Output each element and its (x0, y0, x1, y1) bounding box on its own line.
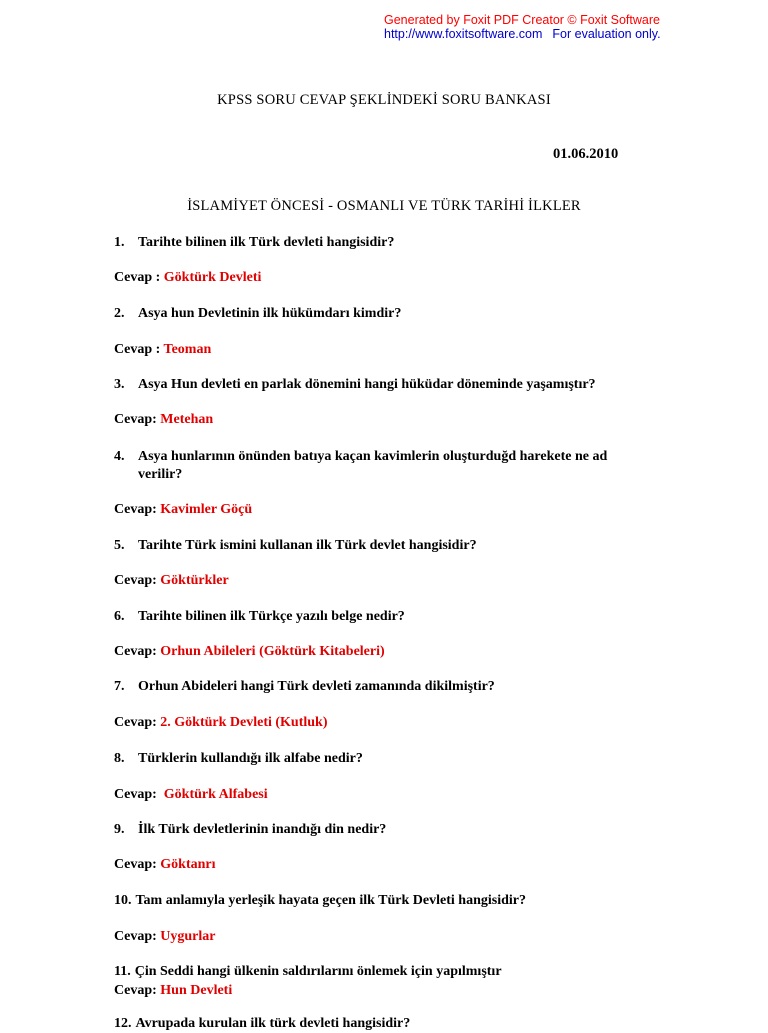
question-text: Tarihte bilinen ilk Türkçe yazılı belge nedir? (138, 609, 405, 624)
answer-4 (114, 501, 674, 519)
question-10 (114, 892, 674, 910)
answer-text: 2. Göktürk Devleti (Kutluk) (160, 715, 328, 730)
question-number: 8. (114, 751, 125, 766)
question-text: Tam anlamıyla yerleşik hayata geçen ilk Türk Devleti hangisidir? (135, 893, 526, 908)
answer-8 (114, 786, 674, 804)
document-date: 01.06.2010 (553, 146, 619, 162)
question-text: Çin Seddi hangi ülkenin saldırılarını önlemek için yapılmıştır (134, 964, 502, 979)
answer-label: Cevap: (114, 857, 161, 872)
question-5 (114, 537, 674, 555)
answer-text: Uygurlar (160, 929, 216, 944)
answer-text: Orhun Abileleri (Göktürk Kitabeleri) (160, 644, 385, 659)
answer-3 (114, 411, 674, 429)
question-text: İlk Türk devletlerinin inandığı din nedir? (138, 822, 387, 837)
question-number: 10. (114, 893, 132, 908)
question-text: Asya hun Devletinin ilk hükümdarı kimdir? (138, 306, 402, 321)
question-number: 5. (114, 538, 125, 553)
question-8 (114, 750, 674, 768)
question-11 (114, 963, 674, 981)
answer-2 (114, 341, 674, 359)
answer-text: Metehan (160, 412, 214, 427)
answer-7 (114, 714, 674, 732)
answer-text: Göktanrı (160, 857, 216, 872)
question-number: 4. (114, 449, 125, 464)
question-3 (114, 376, 674, 394)
question-number: 1. (114, 235, 125, 250)
question-text: Tarihte bilinen ilk Türk devleti hangisidir? (138, 235, 395, 250)
answer-text: Göktürk Alfabesi (160, 787, 268, 802)
question-12 (114, 1015, 674, 1033)
watermark-url-link[interactable]: http://www.foxitsoftware.com (384, 27, 543, 41)
question-number: 9. (114, 822, 125, 837)
foxit-watermark (384, 13, 661, 41)
question-7 (114, 678, 674, 696)
answer-label: Cevap: (114, 715, 161, 730)
question-number: 7. (114, 679, 125, 694)
answer-text: Göktürkler (160, 573, 229, 588)
answer-text: Göktürk Devleti (163, 270, 262, 285)
answer-text: Hun Devleti (160, 983, 233, 998)
question-text: Avrupada kurulan ilk türk devleti hangisidir? (135, 1016, 411, 1031)
answer-label: Cevap: (114, 502, 161, 517)
answer-10 (114, 928, 674, 946)
answer-label: Cevap: (114, 787, 161, 802)
answer-text: Teoman (163, 342, 212, 357)
watermark-line1: Generated by Foxit PDF Creator © Foxit Software (384, 13, 660, 27)
question-6 (114, 608, 674, 626)
question-1 (114, 234, 674, 252)
question-text: Orhun Abideleri hangi Türk devleti zamanında dikilmiştir? (138, 679, 495, 694)
document-title: KPSS SORU CEVAP ŞEKLİNDEKİ SORU BANKASI (217, 92, 551, 108)
question-number: 12. (114, 1016, 132, 1031)
section-title: İSLAMİYET ÖNCESİ - OSMANLI VE TÜRK TARİHİ İLKLER (187, 198, 581, 214)
answer-label: Cevap : (114, 342, 164, 357)
question-number: 3. (114, 377, 125, 392)
answer-11 (114, 982, 674, 1000)
question-2 (114, 305, 674, 323)
question-4 (114, 448, 674, 466)
answer-label: Cevap: (114, 983, 161, 998)
answer-label: Cevap: (114, 573, 161, 588)
answer-6 (114, 643, 674, 661)
answer-label: Cevap: (114, 412, 161, 427)
question-4-continuation: verilir? (138, 467, 183, 482)
answer-9 (114, 856, 674, 874)
answer-label: Cevap : (114, 270, 164, 285)
answer-label: Cevap: (114, 929, 161, 944)
question-number: 6. (114, 609, 125, 624)
question-text: Asya hunlarının önünden batıya kaçan kavimlerin oluşturduğd harekete ne ad (138, 449, 608, 464)
question-text: Asya Hun devleti en parlak dönemini hangi hüküdar döneminde yaşamıştır? (138, 377, 596, 392)
answer-label: Cevap: (114, 644, 161, 659)
answer-text: Kavimler Göçü (160, 502, 253, 517)
answer-1 (114, 269, 674, 287)
question-text: Türklerin kullandığı ilk alfabe nedir? (138, 751, 363, 766)
question-9 (114, 821, 674, 839)
watermark-note: For evaluation only. (552, 27, 661, 41)
answer-5 (114, 572, 674, 590)
question-number: 11. (114, 964, 131, 979)
question-text: Tarihte Türk ismini kullanan ilk Türk devlet hangisidir? (138, 538, 477, 553)
question-number: 2. (114, 306, 125, 321)
